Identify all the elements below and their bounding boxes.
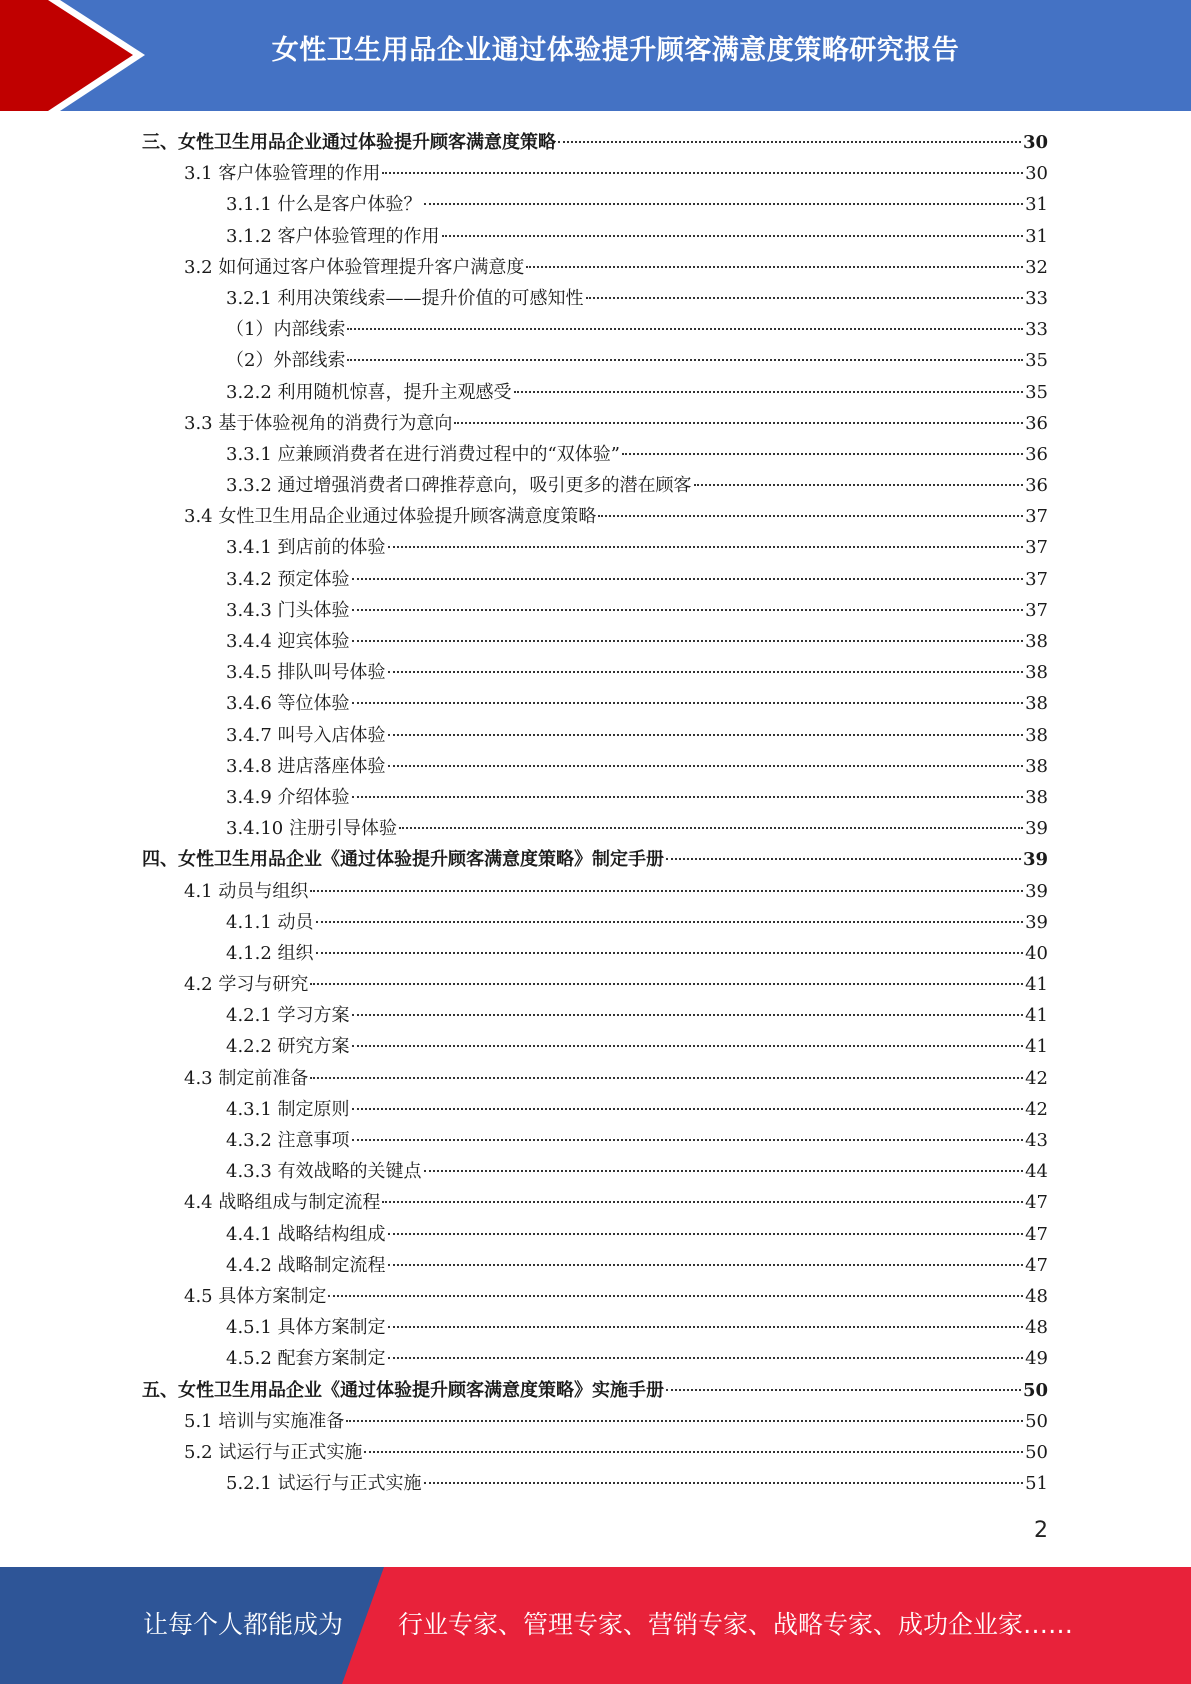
toc-entry-page: 39 [1022,849,1048,871]
toc-dot-leader [352,578,1024,580]
toc-dot-leader [514,391,1024,393]
toc-dot-leader [352,640,1024,642]
toc-dot-leader [316,921,1024,923]
toc-dot-leader [454,422,1023,424]
toc-entry[interactable] [142,1063,1048,1094]
toc-entry-title: 三、女性卫生用品企业通过体验提升顾客满意度策略 [142,132,556,153]
toc-entry-title: 4.3.1 制定原则 [226,1098,350,1120]
toc-entry-page: 47 [1025,1254,1048,1276]
toc-entry[interactable] [142,844,1048,875]
toc-entry-page: 36 [1025,443,1048,465]
toc-dot-leader [388,765,1024,767]
toc-entry[interactable] [142,907,1048,938]
toc-entry[interactable] [142,969,1048,1000]
toc-entry[interactable] [142,1125,1048,1156]
toc-dot-leader [388,1357,1024,1359]
toc-entry-page: 48 [1025,1285,1048,1307]
toc-entry[interactable] [142,688,1048,719]
toc-entry[interactable] [142,221,1048,252]
toc-entry-page: 37 [1025,599,1048,621]
toc-entry-title: 3.4.3 门头体验 [226,599,350,621]
toc-entry[interactable] [142,751,1048,782]
toc-entry[interactable] [142,439,1048,470]
toc-entry-title: 3.4.6 等位体验 [226,693,350,715]
toc-entry[interactable] [142,377,1048,408]
toc-entry-page: 50 [1022,1379,1048,1401]
toc-dot-leader [346,1420,1023,1422]
toc-entry-title: 4.4 战略组成与制定流程 [184,1192,381,1214]
toc-entry-title: 4.5 具体方案制定 [184,1285,327,1307]
toc-entry-title: 4.2.2 研究方案 [226,1036,350,1058]
toc-entry-page: 36 [1025,475,1048,497]
toc-entry-page: 33 [1025,319,1048,341]
toc-dot-leader [316,952,1024,954]
toc-entry-title: 4.3.3 有效战略的关键点 [226,1161,422,1183]
toc-entry-title: 3.4.5 排队叫号体验 [226,662,386,684]
toc-entry-page: 49 [1025,1348,1048,1370]
toc-entry-page: 32 [1025,256,1048,278]
toc-dot-leader [352,1139,1024,1141]
toc-entry-title: 3.3.2 通过增强消费者口碑推荐意向，吸引更多的潜在顾客 [226,475,692,497]
toc-entry[interactable] [142,408,1048,439]
toc-entry-title: 3.1 客户体验管理的作用 [184,163,381,185]
toc-dot-leader [388,671,1024,673]
toc-entry[interactable] [142,314,1048,345]
toc-entry[interactable] [142,1219,1048,1250]
toc-dot-leader [352,1014,1024,1016]
toc-entry-title: 3.4.1 到店前的体验 [226,537,386,559]
toc-dot-leader [399,827,1023,829]
toc-entry-page: 38 [1025,755,1048,777]
toc-entry-title: 4.2.1 学习方案 [226,1005,350,1027]
toc-entry-page: 37 [1025,568,1048,590]
toc-entry[interactable] [142,1343,1048,1374]
toc-entry-title: 3.3 基于体验视角的消费行为意向 [184,412,453,434]
toc-dot-leader [310,890,1023,892]
toc-entry-title: 5.2.1 试运行与正式实施 [226,1473,422,1495]
toc-entry-page: 42 [1025,1067,1048,1089]
toc-entry-title: 四、女性卫生用品企业《通过体验提升顾客满意度策略》制定手册 [142,849,664,871]
footer-slogan-left: 让每个人都能成为 [143,1610,344,1639]
toc-dot-leader [382,172,1023,174]
toc-dot-leader [310,1077,1023,1079]
toc-entry-page: 48 [1025,1317,1048,1339]
toc-dot-leader [388,546,1024,548]
toc-entry-page: 38 [1025,724,1048,746]
toc-entry-title: 4.4.2 战略制定流程 [226,1254,386,1276]
toc-entry[interactable] [142,1406,1048,1437]
toc-entry[interactable] [142,1187,1048,1218]
toc-entry-title: 3.4 女性卫生用品企业通过体验提升顾客满意度策略 [184,506,597,528]
toc-entry-title: 3.4.7 叫号入店体验 [226,724,386,746]
toc-dot-leader [382,1201,1023,1203]
toc-entry-title: 4.1 动员与组织 [184,880,309,902]
toc-entry-title: 5.2 试运行与正式实施 [184,1441,363,1463]
toc-entry[interactable] [142,938,1048,969]
toc-entry[interactable] [142,283,1048,314]
toc-dot-leader [352,1108,1024,1110]
toc-entry-title: 3.3.1 应兼顾消费者在进行消费过程中的“双体验” [226,443,620,465]
toc-dot-leader [622,453,1023,455]
toc-entry[interactable] [142,1437,1048,1468]
toc-entry-page: 42 [1025,1098,1048,1120]
toc-entry-page: 30 [1022,132,1048,153]
toc-entry-title: 3.4.4 迎宾体验 [226,631,350,652]
toc-entry[interactable] [142,782,1048,813]
toc-entry-title: 4.5.2 配套方案制定 [226,1348,386,1370]
toc-entry-title: 3.4.10 注册引导体验 [226,818,397,840]
toc-entry-page: 51 [1025,1473,1048,1495]
toc-entry-title: 4.3 制定前准备 [184,1067,309,1089]
toc-dot-leader [352,609,1024,611]
toc-entry-page: 41 [1025,1005,1048,1027]
toc-entry-page: 40 [1025,942,1048,964]
toc-entry[interactable] [142,1250,1048,1281]
toc-dot-leader [442,235,1024,237]
report-title: 女性卫生用品企业通过体验提升顾客满意度策略研究报告 [271,35,960,66]
toc-dot-leader [666,1389,1021,1391]
toc-entry[interactable] [142,345,1048,376]
toc-entry-title: 3.2.1 利用决策线索——提升价值的可感知性 [226,287,584,309]
toc-dot-leader [347,359,1023,361]
toc-dot-leader [388,1264,1024,1266]
toc-entry[interactable] [142,127,1048,158]
toc-dot-leader [586,297,1024,299]
toc-dot-leader [598,515,1023,517]
toc-entry[interactable] [142,470,1048,501]
toc-entry-title: （2）外部线索 [226,350,346,372]
toc-entry[interactable] [142,1375,1048,1406]
toc-entry-page: 39 [1025,880,1048,902]
toc-entry-page: 38 [1025,631,1048,652]
toc-entry-page: 47 [1025,1223,1048,1245]
toc-entry-page: 37 [1025,506,1048,528]
toc-dot-leader [352,796,1024,798]
toc-entry-page: 38 [1025,662,1048,684]
toc-dot-leader [666,858,1021,860]
toc-entry-page: 39 [1025,911,1048,933]
toc-entry-title: 4.3.2 注意事项 [226,1130,350,1151]
toc-dot-leader [424,1482,1024,1484]
report-footer [0,1567,1191,1684]
toc-entry[interactable] [142,564,1048,595]
toc-entry-title: 3.1.1 什么是客户体验？ [226,194,422,216]
toc-entry[interactable] [142,252,1048,283]
toc-dot-leader [694,484,1024,486]
toc-entry[interactable] [142,1156,1048,1187]
toc-entry-title: 3.2.2 利用随机惊喜，提升主观感受 [226,381,512,403]
toc-entry-page: 37 [1025,537,1048,559]
toc-entry-page: 33 [1025,287,1048,309]
toc-dot-leader [388,1326,1024,1328]
toc-entry-page: 38 [1025,693,1048,715]
footer-slogan-right: 行业专家、管理专家、营销专家、战略专家、成功企业家…… [398,1610,1074,1639]
toc-entry[interactable] [142,532,1048,563]
toc-dot-leader [328,1295,1023,1297]
toc-entry[interactable] [142,657,1048,688]
toc-entry-page: 39 [1025,818,1048,840]
toc-dot-leader [526,266,1023,268]
toc-entry-title: 3.2 如何通过客户体验管理提升客户满意度 [184,256,525,278]
page-number: 2 [1034,1518,1048,1543]
toc-entry-page: 41 [1025,1036,1048,1058]
toc-entry[interactable] [142,595,1048,626]
toc-entry-page: 44 [1025,1161,1048,1183]
toc-entry-title: 4.2 学习与研究 [184,974,309,996]
toc-entry[interactable] [142,501,1048,532]
toc-dot-leader [388,734,1024,736]
toc-entry[interactable] [142,189,1048,220]
toc-entry[interactable] [142,1312,1048,1343]
toc-entry-title: 五、女性卫生用品企业《通过体验提升顾客满意度策略》实施手册 [142,1379,664,1401]
toc-dot-leader [388,1233,1024,1235]
toc-entry-title: 4.5.1 具体方案制定 [226,1317,386,1339]
toc-entry-page: 35 [1025,350,1048,372]
toc-entry[interactable] [142,720,1048,751]
toc-entry[interactable] [142,813,1048,844]
toc-entry[interactable] [142,1000,1048,1031]
toc-entry-title: 4.4.1 战略结构组成 [226,1223,386,1245]
toc-entry-title: 3.1.2 客户体验管理的作用 [226,225,440,247]
toc-entry-title: 4.1.1 动员 [226,911,314,933]
toc-entry[interactable] [142,1031,1048,1062]
toc-entry[interactable] [142,876,1048,907]
toc-entry-page: 31 [1025,225,1048,247]
toc-entry[interactable] [142,1281,1048,1312]
toc-dot-leader [352,1045,1024,1047]
toc-entry-title: 3.4.9 介绍体验 [226,786,350,808]
toc-dot-leader [424,203,1024,205]
toc-entry-title: 4.1.2 组织 [226,942,314,964]
toc-dot-leader [558,141,1021,143]
toc-entry-page: 30 [1025,163,1048,185]
toc-entry[interactable] [142,1468,1048,1499]
toc-dot-leader [310,983,1023,985]
toc-entry-title: 3.4.8 进店落座体验 [226,755,386,777]
toc-entry[interactable] [142,626,1048,657]
toc-entry-page: 38 [1025,786,1048,808]
toc-entry-title: 5.1 培训与实施准备 [184,1410,345,1432]
toc-entry[interactable] [142,1094,1048,1125]
toc-entry-page: 50 [1025,1410,1048,1432]
table-of-contents [142,127,1048,1499]
toc-dot-leader [347,328,1023,330]
toc-entry-page: 47 [1025,1192,1048,1214]
toc-dot-leader [364,1451,1023,1453]
toc-entry-title: 3.4.2 预定体验 [226,568,350,590]
toc-entry-page: 50 [1025,1441,1048,1463]
toc-entry[interactable] [142,158,1048,189]
toc-entry-page: 43 [1025,1130,1048,1151]
toc-entry-page: 35 [1025,381,1048,403]
report-header [0,0,1191,111]
toc-dot-leader [352,702,1024,704]
toc-entry-title: （1）内部线索 [226,319,346,341]
toc-entry-page: 36 [1025,412,1048,434]
toc-entry-page: 41 [1025,974,1048,996]
toc-entry-page: 31 [1025,194,1048,216]
toc-dot-leader [424,1170,1024,1172]
